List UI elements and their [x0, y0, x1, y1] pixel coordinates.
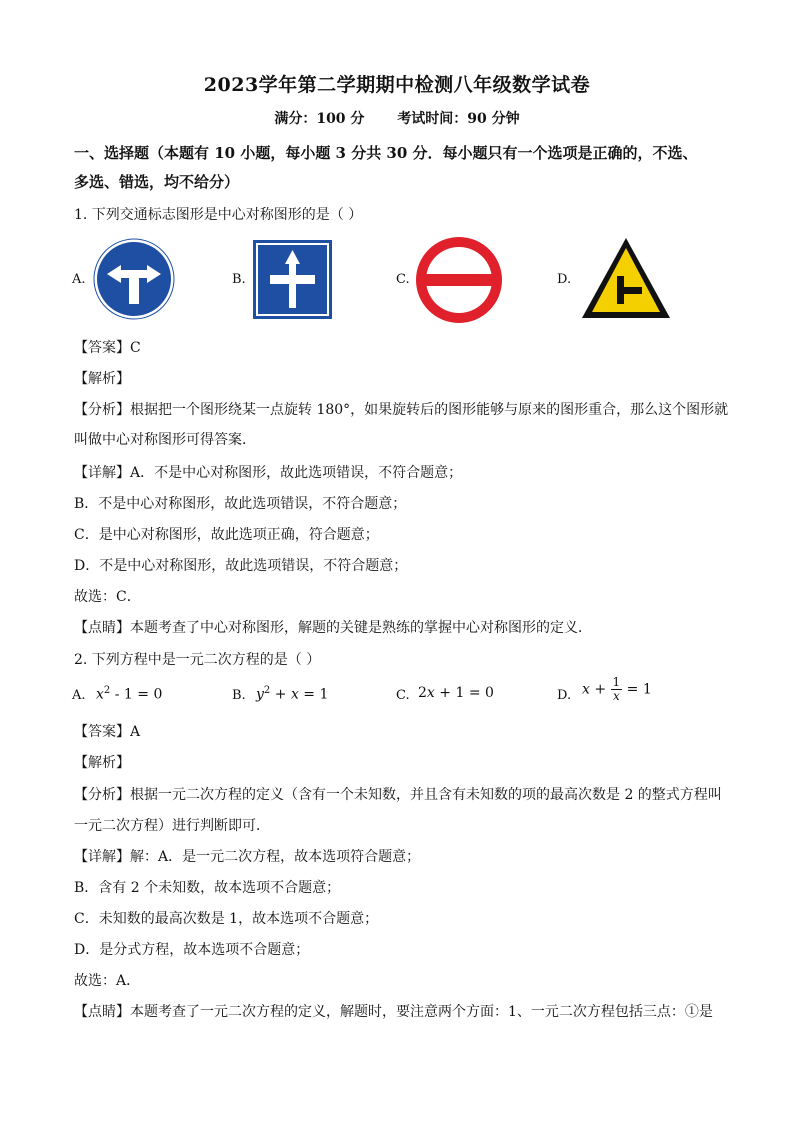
q2-option-c-expr: 2x + 1 = 0: [418, 685, 494, 701]
page-title: 2023学年第二学期期中检测八年级数学试卷: [203, 74, 591, 96]
section-heading-line1: 一、选择题（本题有 10 小题，每小题 3 分共 30 分．每小题只有一个选项是正确的，不选、: [74, 144, 698, 162]
q2-answer: 【答案】A: [74, 724, 141, 740]
q2-analysis-line2: 一元二次方程）进行判断即可．: [74, 818, 270, 834]
full-score: 满分：100 分: [274, 111, 365, 127]
exam-info: [0, 108, 794, 128]
q2-option-d-label: D.: [557, 688, 572, 703]
q1-comment: 【点睛】本题考查了中心对称图形，解题的关键是熟练的掌握中心对称图形的定义．: [74, 620, 592, 636]
q2-option-b-label: B.: [232, 688, 246, 703]
q2-comment: 【点睛】本题考查了一元二次方程的定义，解题时，要注意两个方面：1、一元二次方程包括三点：①是: [74, 1004, 713, 1020]
q2-detail-line3: C．未知数的最高次数是 1，故本选项不合题意；: [74, 911, 379, 927]
q2-analysis-title: 【解析】: [74, 755, 130, 771]
t-junction-warning-sign-icon: [580, 236, 672, 324]
q1-detail-line3: C．是中心对称图形，故此选项正确，符合题意；: [74, 527, 379, 543]
q2-analysis-line1: 【分析】根据一元二次方程的定义（含有一个未知数，并且含有未知数的项的最高次数是 2 的整式方程叫: [74, 787, 722, 803]
question-1-stem: 1. 下列交通标志图形是中心对称图形的是（ ）: [74, 207, 363, 223]
q1-conclusion: 故选：C．: [74, 589, 141, 605]
exam-time: 考试时间：90 分钟: [397, 111, 520, 127]
q2-option-d-expr: x + $\frac{1}{x}$ = 1: [582, 675, 652, 703]
q1-option-a-label: A.: [72, 272, 86, 287]
turn-left-right-sign-icon: [93, 238, 175, 324]
q2-option-a-expr: $x^2 - 1 = 0$: [96, 685, 163, 703]
q2-option-b-expr: $y^2 + x = 1$: [256, 685, 329, 703]
crossroad-sign-icon: [253, 240, 332, 323]
question-2-stem: 2. 下列方程中是一元二次方程的是（ ）: [74, 652, 321, 668]
no-entry-sign-icon: [415, 236, 503, 328]
q1-detail-line2: B．不是中心对称图形，故此选项错误，不符合题意；: [74, 496, 407, 512]
q1-detail-line1: 【详解】A．不是中心对称图形，故此选项错误，不符合题意；: [74, 465, 463, 481]
q1-analysis-line1: 【分析】根据把一个图形绕某一点旋转 180°，如果旋转后的图形能够与原来的图形重合，那么这个图形就: [74, 402, 729, 418]
q1-analysis-title: 【解析】: [74, 371, 130, 387]
q2-option-c-label: C.: [396, 688, 410, 703]
q2-detail-line1: 【详解】解：A．是一元二次方程，故本选项符合题意；: [74, 849, 421, 865]
q2-conclusion: 故选：A．: [74, 973, 141, 989]
q1-option-d-label: D.: [557, 272, 572, 287]
q1-detail-line4: D．不是中心对称图形，故此选项错误，不符合题意；: [74, 558, 408, 574]
q2-detail-line4: D．是分式方程，故本选项不合题意；: [74, 942, 310, 958]
q1-option-c-label: C.: [396, 272, 410, 287]
q1-analysis-line2: 叫做中心对称图形可得答案．: [74, 432, 256, 448]
q1-option-b-label: B.: [232, 272, 246, 287]
q2-option-a-label: A.: [72, 688, 86, 703]
q1-answer: 【答案】C: [74, 340, 141, 356]
section-heading-line2: 多选、错选，均不给分）: [74, 173, 240, 191]
q2-detail-line2: B．含有 2 个未知数，故本选项不合题意；: [74, 880, 341, 896]
